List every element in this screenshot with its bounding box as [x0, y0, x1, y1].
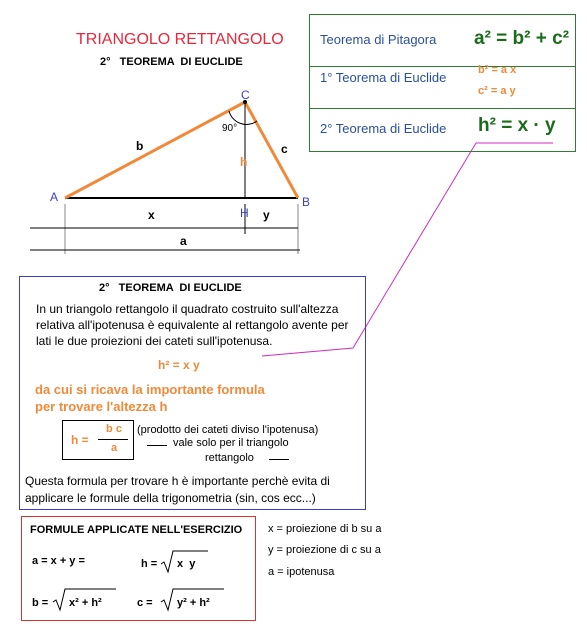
derived-line-2: per trovare l'altezza h [35, 399, 168, 414]
foot-h-label: H [240, 206, 249, 220]
height-h-label: h [240, 155, 248, 169]
side-c-line [245, 102, 298, 198]
explanation-heading: 2° TEOREMA DI EUCLIDE [99, 282, 242, 294]
fraction-bar [98, 439, 128, 440]
formula-a: a = x + y = [32, 555, 85, 567]
explanation-footer: Questa formula per trovare h è importante perchè evita di applicare le formule della trigonometria (sin, cos ecc...) [25, 474, 330, 505]
euclid1-formula-1: b² = a x [478, 64, 517, 76]
fraction-numerator: b c [106, 423, 122, 435]
explanation-paragraph: In un triangolo rettangolo il quadrato costruito sull'altezza relativa all'ipotenusa è equivalente al rettangolo avente per lati le due proiezioni dei cateti sull'ipotenusa. [36, 302, 349, 348]
note-line-1: (prodotto dei cateti diviso l'ipotenusa) [137, 424, 319, 436]
euclid1-label: 1° Teorema di Euclide [320, 70, 447, 85]
formula-b-left: b = [32, 597, 49, 609]
explanation-formula: h² = x y [158, 358, 200, 372]
legend-a: a = ipotenusa [268, 566, 335, 578]
vertex-c-label: C [241, 88, 250, 102]
formula-h-radicand: x y [177, 558, 196, 570]
diagram-title: TRIANGOLO RETTANGOLO [76, 31, 284, 48]
pitagora-label: Teorema di Pitagora [320, 32, 437, 47]
segment-y-label: y [263, 208, 270, 222]
legend-y: y = proiezione di c su a [268, 544, 381, 556]
diagram-subtitle: 2° TEOREMA DI EUCLIDE [100, 56, 243, 68]
note-line-3: rettangolo [205, 452, 254, 464]
formula-c-radicand: y² + h² [177, 597, 210, 609]
segment-x-label: x [148, 208, 155, 222]
euclid2-label: 2° Teorema di Euclide [320, 121, 447, 136]
note-line-2: vale solo per il triangolo [173, 437, 289, 449]
derived-line-1: da cui si ricava la importante formula [35, 382, 265, 397]
formulas-heading: FORMULE APPLICATE NELL'ESERCIZIO [30, 524, 243, 536]
formula-b-radicand: x² + h² [69, 597, 102, 609]
vertex-a-label: A [50, 190, 59, 204]
pitagora-formula: a² = b² + c² [474, 28, 570, 49]
euclid2-formula: h² = x · y [478, 115, 556, 136]
segment-a-label: a [180, 234, 187, 248]
side-b-label: b [136, 139, 144, 153]
right-angle-label: 90° [222, 123, 238, 134]
formula-c-left: c = [137, 597, 153, 609]
vertex-b-label: B [302, 195, 311, 209]
euclid1-formula-2: c² = a y [478, 85, 516, 97]
side-b-line [65, 102, 248, 198]
legend-x: x = proiezione di b su a [268, 523, 382, 535]
formula-h-left: h = [141, 558, 158, 570]
side-c-label: c [281, 142, 288, 156]
height-eq: h = [71, 433, 89, 447]
fraction-denominator: a [110, 442, 118, 454]
